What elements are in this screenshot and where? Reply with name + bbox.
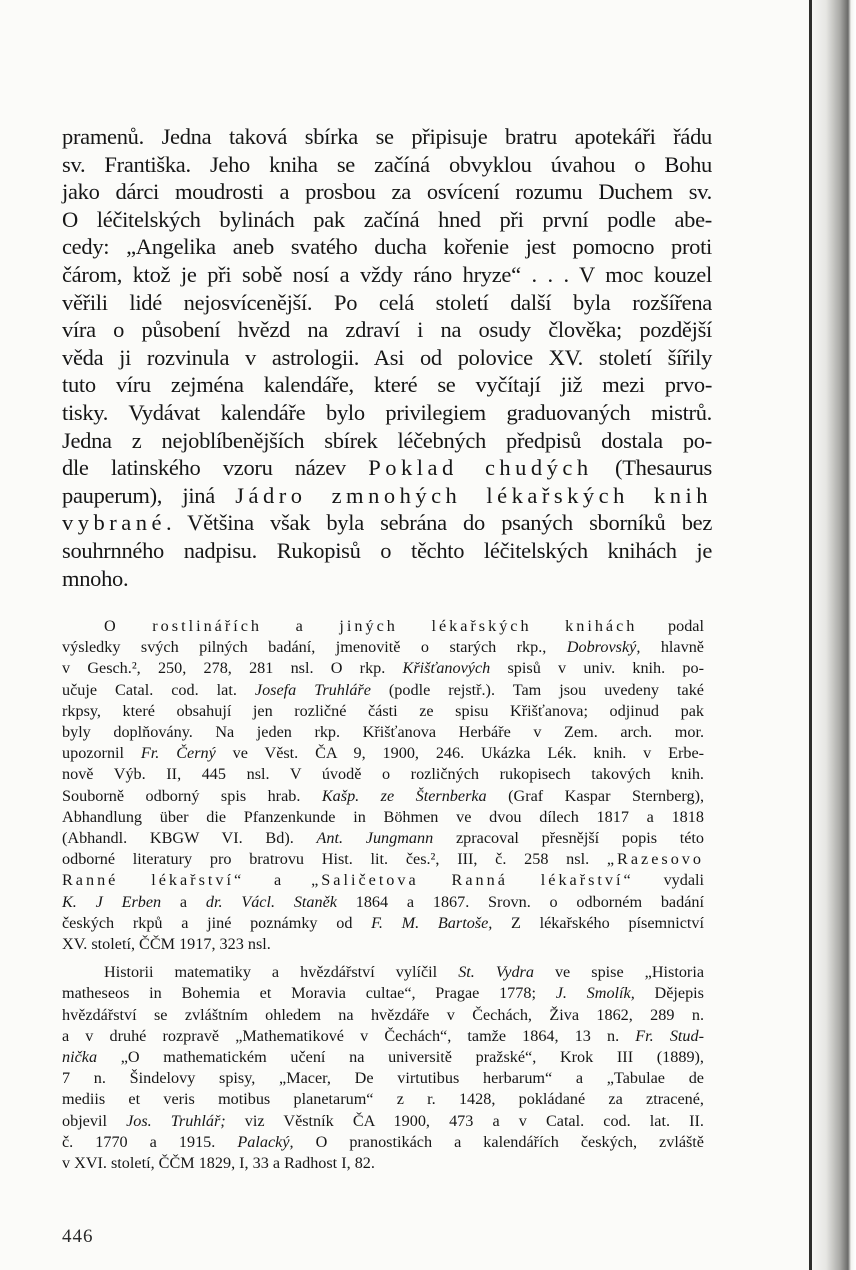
- n2l9i: Palacký,: [237, 1132, 294, 1151]
- note1-line-6: byly doplňovány. Na jeden rkp. Křišťanova Herbáře v Zem. arch. mor.: [62, 723, 705, 742]
- note1-spaced-intro: O rostlinářích a jiných lékařských knihách: [104, 617, 638, 635]
- n1l9b: (Graf Kaspar Sternberg),: [486, 786, 705, 805]
- note2-line-7: mediis et veris motibus planetarum“ z r. 1428, pokládané za ztracené,: [62, 1090, 704, 1109]
- note1-line-5: rkpsy, které obsahují jen rozličné části ze spisu Křišťanova; odjinud pak: [62, 701, 704, 720]
- n2l8a: objevil: [62, 1111, 127, 1130]
- n1l13s2: „Saličetova Ranná lékařství“: [311, 871, 634, 890]
- n1l15b: Z lékařského písemnictví: [492, 913, 704, 932]
- n1l11i: Ant. Jungmann: [316, 829, 434, 848]
- n2l9a: č. 1770 a 1915.: [62, 1132, 238, 1151]
- main-line-16: souhrnného nadpisu. Rukopisů o těchto léčitelských knihách je: [62, 537, 713, 563]
- n2l9b: O pranostikách a kalendářích českých, zvláště: [293, 1132, 704, 1151]
- note1-line-16: XV. století, ČČM 1917, 323 nsl.: [62, 935, 271, 954]
- note1-line-3: [62, 658, 704, 679]
- n2l2i: J. Smolík,: [555, 984, 635, 1003]
- n1l11b: zpracoval přesnější popis této: [433, 829, 705, 848]
- n2l1i: St. Vydra: [458, 963, 534, 982]
- main-line-13: [62, 454, 712, 482]
- note2-line-5: [62, 1047, 704, 1068]
- n1l11a: (Abhandl. KBGW VI. Bd).: [62, 829, 317, 848]
- n2l1a: Historii matematiky a hvězdářství vylíčil: [104, 963, 459, 982]
- main-line-11: tisky. Vydávat kalendáře bylo privilegiem graduovaných mistrů.: [62, 399, 712, 425]
- n2l8i: Jos. Truhlář;: [126, 1111, 226, 1130]
- n1l14i2: dr. Václ. Staněk: [205, 892, 337, 911]
- n1l14a: a: [161, 892, 206, 911]
- n1l9i: Kašp. ze Šternberka: [321, 786, 487, 805]
- n1l15i: F. M. Bartoše,: [371, 913, 493, 932]
- main-line-2: sv. Františka. Jeho kniha se začíná obvyklou úvahou o Bohu: [62, 151, 712, 177]
- note2-line-1: [62, 962, 704, 983]
- n1l7b: ve Věst. ČA 9, 1900, 246. Ukázka Lék. knih. v Erbe-: [215, 744, 705, 763]
- note2-line-6: 7 n. Šindelovy spisy, „Macer, De virtutibus herbarum“ a „Tabulae de: [62, 1069, 704, 1088]
- main-line-15: [62, 509, 712, 537]
- main-line-12: Jedna z nejoblíbenějších sbírek léčebných předpisů dostala po-: [62, 427, 712, 453]
- n2l4i: Fr. Stud-: [635, 1026, 704, 1045]
- note2-line-2: [62, 983, 704, 1004]
- n1l4b: (podle rejstř.). Tam jsou uvedeny také: [370, 680, 704, 699]
- n1l14i1: K. J Erben: [62, 892, 162, 911]
- n1l9a: Souborně odborný spis hrab.: [62, 786, 322, 805]
- n2l2b: Dějepis: [634, 984, 704, 1003]
- n1l2i: Dobrovský,: [566, 638, 641, 657]
- main-line-5: cedy: „Angelika aneb svatého ducha kořenie jest pomocno proti: [62, 234, 712, 260]
- footnotes-block: [62, 616, 704, 1174]
- n1l3a: v Gesch.², 250, 278, 281 nsl. O rkp.: [62, 659, 403, 678]
- note1-line-14: [62, 892, 704, 913]
- main-line-6: čárom, ktož je při sobě nosí a vždy ráno hryze“ . . . V moc kouzel: [62, 261, 712, 287]
- n1l12a: odborné literatury pro bratrovu Hist. lit. čes.², III, č. 258 nsl.: [62, 850, 607, 869]
- n2l1b: ve spise „Historia: [533, 963, 705, 982]
- note1-line-8: nově Výb. II, 445 nsl. V úvodě o rozličných rukopisech takových knih.: [62, 765, 704, 784]
- main-text-block: [62, 123, 712, 592]
- n1l13a: a: [244, 871, 312, 890]
- note2-line-3: hvězdářství se zvláštním ohledem na hvězdáře v Čechách, Živa 1862, 289 n.: [62, 1005, 704, 1024]
- n2l5a: „O mathematickém učení na universitě pražské“, Krok III (1889),: [97, 1048, 704, 1067]
- book-page-edge: [808, 0, 856, 1270]
- n1l4i: Josefa Truhláře: [254, 680, 371, 699]
- n1l4a: učuje Catal. cod. lat.: [62, 680, 255, 699]
- note1-line-11: [62, 828, 704, 849]
- main-line-10: tuto víru zejména kalendáře, které se vyčítají již mezi prvo-: [62, 372, 713, 398]
- page-number: 446: [62, 1226, 94, 1247]
- n1l3i: Křišťanových: [402, 659, 491, 678]
- main-line-3: jako dárci moudrosti a prosbou za osvícení rozumu Duchem sv.: [62, 179, 712, 205]
- main-line-7: věřili lidé nejosvícenější. Po celá století další byla rozšířena: [62, 289, 712, 315]
- note1-line-1-tail: podal: [668, 617, 704, 635]
- spaced-title-poklad: Poklad chudých: [368, 455, 593, 481]
- note1-line-10: Abhandlung über die Pfanzenkunde in Böhmen ve dvou dílech 1817 a 1818: [62, 807, 704, 826]
- main-line-9: věda ji rozvinula v astrologii. Asi od polovice XV. století šířily: [62, 344, 713, 370]
- note1-line-2: [62, 637, 704, 658]
- n1l7i: Fr. Černý: [140, 744, 216, 763]
- note1-line-1: [62, 616, 704, 637]
- note1-line-4: [62, 680, 704, 701]
- note1-line-13: [62, 870, 704, 891]
- main-line-13-text: dle latinského vzoru název: [62, 455, 369, 481]
- n1l3b: spisů v univ. knih. po-: [490, 659, 704, 678]
- main-line-15-tail: . Většina však byla sebrána do psaných sborníků bez: [165, 510, 713, 536]
- n2l2a: matheseos in Bohemia et Moravia cultae“, Pragae 1778;: [62, 984, 556, 1003]
- note2-line-4: [62, 1026, 704, 1047]
- note1-line-9: [62, 786, 704, 807]
- main-line-8: víra o působení hvězd na zdraví i na osudy člověka; pozdější: [62, 317, 712, 343]
- n1l2a: výsledky svých pilných badání, jmenovitě o starých rkp.,: [62, 638, 567, 657]
- main-line-1: pramenů. Jedna taková sbírka se připisuje bratru apotekáři řádu: [62, 124, 713, 149]
- note1-line-15: [62, 913, 704, 934]
- main-line-14-text: pauperum), jiná: [62, 482, 236, 508]
- book-gutter-shadow: [809, 0, 812, 1270]
- n2l8b: viz Věstník ČA 1900, 473 a v Catal. cod. lat. II.: [225, 1111, 704, 1130]
- n1l2b: hlavně: [640, 638, 704, 657]
- note2-line-10: v XVI. století, ČČM 1829, I, 33 a Radhost I, 82.: [62, 1154, 375, 1173]
- note1-line-7: [62, 743, 704, 764]
- main-line-4: O léčitelských bylinách pak začíná hned při první podle abe-: [62, 206, 712, 232]
- n1l14b: 1864 a 1867. Srovn. o odborném badání: [336, 892, 704, 911]
- main-line-14: [62, 482, 712, 510]
- n2l4a: a v druhé rozpravě „Mathematikové v Čechách“, tamže 1864, 13 n.: [62, 1026, 636, 1045]
- main-line-13-tail: (Thesaurus: [592, 455, 713, 481]
- note1-line-12: [62, 849, 704, 870]
- main-line-17: mnoho.: [62, 565, 129, 591]
- spaced-title-jadro: Jádro zmnohých lékařských knih: [235, 482, 712, 508]
- n1l13s: Ranné lékařství“: [62, 871, 245, 890]
- spaced-title-vybrane: vybrané: [62, 510, 166, 536]
- n2l5i: nička: [62, 1048, 98, 1067]
- note2-line-8: [62, 1111, 704, 1132]
- n1l7a: upozornil: [62, 744, 141, 763]
- n1l15a: českých rkpů a jiné poznámky od: [62, 913, 372, 932]
- n1l12s: „Razesovo: [606, 850, 704, 869]
- note2-line-9: [62, 1132, 704, 1153]
- n1l13b: vydali: [633, 871, 705, 890]
